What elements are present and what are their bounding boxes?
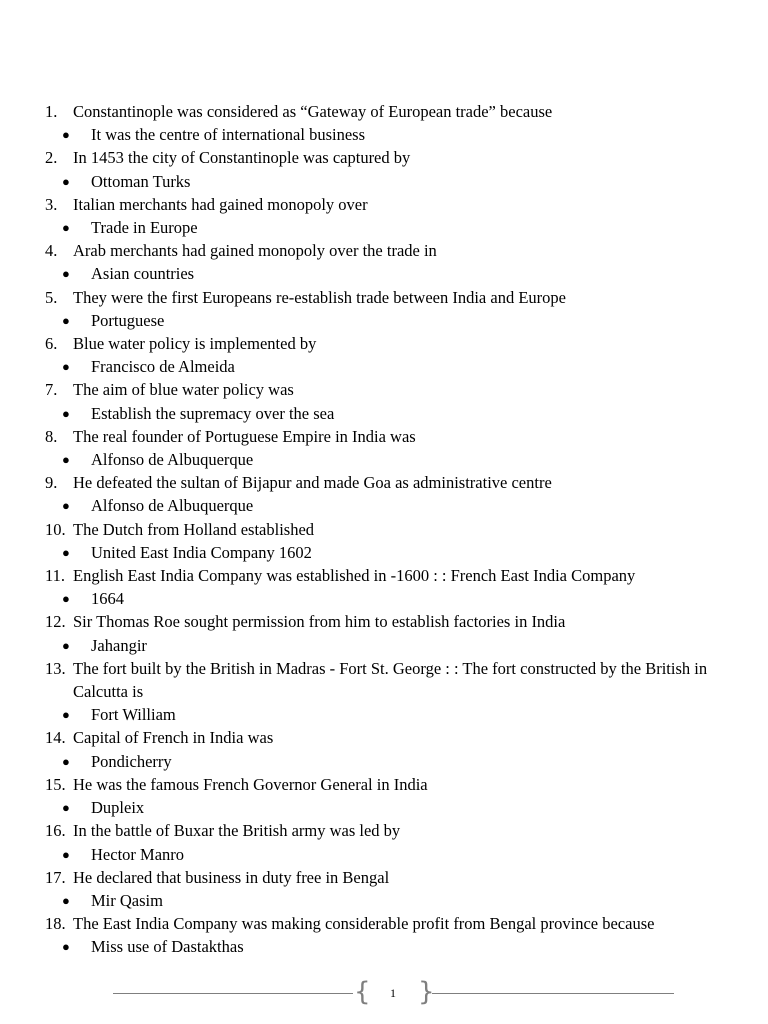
answer-text: Dupleix	[91, 798, 145, 818]
answer-item	[0, 216, 768, 239]
question-number: 10.	[45, 519, 66, 539]
answer-item	[0, 541, 768, 564]
answer-item	[0, 796, 768, 819]
question-number: 7.	[45, 380, 58, 400]
bullet-icon: ●	[62, 452, 70, 468]
answer-text: Alfonso de Albuquerque	[91, 450, 254, 470]
answer-text: Jahangir	[91, 635, 147, 655]
question-item	[0, 471, 768, 494]
question-item	[0, 773, 768, 796]
answer-text: Hector Manro	[91, 844, 185, 864]
bullet-icon: ●	[62, 800, 70, 816]
question-item	[0, 912, 768, 935]
question-number: 13.	[45, 658, 66, 678]
answer-item	[0, 750, 768, 773]
answer-text: 1664	[91, 589, 124, 609]
answer-text: Trade in Europe	[91, 218, 198, 238]
right-brace-icon: }	[418, 977, 435, 1007]
question-number: 2.	[45, 148, 58, 168]
bullet-icon: ●	[62, 127, 70, 143]
question-text: They were the first Europeans re-establish trade between India and Europe	[73, 287, 566, 307]
answer-text: It was the centre of international business	[91, 125, 365, 145]
question-text: Sir Thomas Roe sought permission from him to establish factories in India	[73, 612, 566, 632]
bullet-icon: ●	[62, 753, 70, 769]
question-text: He was the famous French Governor General in India	[73, 774, 428, 794]
question-number: 5.	[45, 287, 58, 307]
question-text: The Dutch from Holland established	[73, 519, 315, 539]
bullet-icon: ●	[62, 359, 70, 375]
question-number: 16.	[45, 821, 66, 841]
bullet-icon: ●	[62, 220, 70, 236]
answer-item	[0, 935, 768, 958]
question-text: Blue water policy is implemented by	[73, 334, 317, 354]
question-item	[0, 193, 768, 216]
question-item	[0, 425, 768, 448]
bullet-icon: ●	[62, 498, 70, 514]
question-number: 18.	[45, 914, 66, 934]
answer-text: Fort William	[91, 705, 176, 725]
answer-text: Francisco de Almeida	[91, 357, 235, 377]
bullet-icon: ●	[62, 939, 70, 955]
answer-item	[0, 703, 768, 726]
question-text: He declared that business in duty free in Bengal	[73, 867, 390, 887]
bullet-icon: ●	[62, 266, 70, 282]
question-item	[0, 518, 768, 541]
footer-rule-right	[432, 993, 674, 994]
question-text: Italian merchants had gained monopoly over	[73, 194, 368, 214]
question-item	[0, 239, 768, 262]
answer-item	[0, 843, 768, 866]
bullet-icon: ●	[62, 892, 70, 908]
question-item	[0, 657, 768, 703]
answer-item	[0, 494, 768, 517]
question-text: In the battle of Buxar the British army was led by	[73, 821, 401, 841]
answer-item	[0, 309, 768, 332]
question-item	[0, 332, 768, 355]
answer-item	[0, 123, 768, 146]
footer-rule-left	[113, 993, 353, 994]
bullet-icon: ●	[62, 707, 70, 723]
question-item	[0, 146, 768, 169]
answer-item	[0, 402, 768, 425]
bullet-icon: ●	[62, 846, 70, 862]
question-text: Arab merchants had gained monopoly over the trade in	[73, 241, 437, 261]
answer-item	[0, 587, 768, 610]
question-item	[0, 564, 768, 587]
question-number: 11.	[45, 566, 66, 586]
bullet-icon: ●	[62, 544, 70, 560]
question-item	[0, 610, 768, 633]
answer-text: Asian countries	[91, 264, 195, 284]
bullet-icon: ●	[62, 637, 70, 653]
question-list	[0, 100, 768, 959]
question-text: The fort built by the British in Madras - Fort St. George : : The fort constructed by the British in Calcutta is	[73, 658, 708, 702]
answer-text: Alfonso de Albuquerque	[91, 496, 254, 516]
bullet-icon: ●	[62, 173, 70, 189]
answer-text: United East India Company 1602	[91, 542, 312, 562]
question-text: The real founder of Portuguese Empire in India was	[73, 426, 416, 446]
question-item	[0, 286, 768, 309]
answer-text: Portuguese	[91, 310, 165, 330]
page-footer	[0, 977, 768, 1010]
question-item	[0, 100, 768, 123]
question-number: 6.	[45, 334, 58, 354]
answer-item	[0, 262, 768, 285]
question-text: Constantinople was considered as “Gateway of European trade” because	[73, 102, 553, 121]
question-text: Capital of French in India was	[73, 728, 274, 748]
answer-text: Miss use of Dastakthas	[91, 937, 244, 957]
answer-item	[0, 448, 768, 471]
question-text: The aim of blue water policy was	[73, 380, 294, 400]
answer-text: Pondicherry	[91, 751, 172, 771]
answer-item	[0, 889, 768, 912]
question-number: 8.	[45, 426, 58, 446]
answer-text: Ottoman Turks	[91, 171, 191, 191]
question-number: 17.	[45, 867, 66, 887]
question-item	[0, 378, 768, 401]
page-number: 1	[390, 986, 396, 1000]
question-number: 12.	[45, 612, 66, 632]
answer-item	[0, 170, 768, 193]
question-text: He defeated the sultan of Bijapur and made Goa as administrative centre	[73, 473, 552, 493]
bullet-icon: ●	[62, 591, 70, 607]
question-text: The East India Company was making considerable profit from Bengal province because	[73, 914, 655, 934]
question-number: 3.	[45, 194, 58, 214]
question-text: English East India Company was established in -1600 : : French East India Company	[73, 566, 636, 586]
answer-item	[0, 355, 768, 378]
bullet-icon: ●	[62, 405, 70, 421]
left-brace-icon: {	[354, 977, 371, 1007]
bullet-icon: ●	[62, 312, 70, 328]
answer-text: Mir Qasim	[91, 890, 163, 910]
question-number: 4.	[45, 241, 58, 261]
question-text: In 1453 the city of Constantinople was captured by	[73, 148, 411, 168]
question-item	[0, 819, 768, 842]
question-number: 14.	[45, 728, 66, 748]
question-item	[0, 726, 768, 749]
answer-item	[0, 634, 768, 657]
question-number: 15.	[45, 774, 66, 794]
answer-text: Establish the supremacy over the sea	[91, 403, 335, 423]
question-number: 9.	[45, 473, 58, 493]
question-number: 1.	[45, 102, 58, 121]
question-item	[0, 866, 768, 889]
